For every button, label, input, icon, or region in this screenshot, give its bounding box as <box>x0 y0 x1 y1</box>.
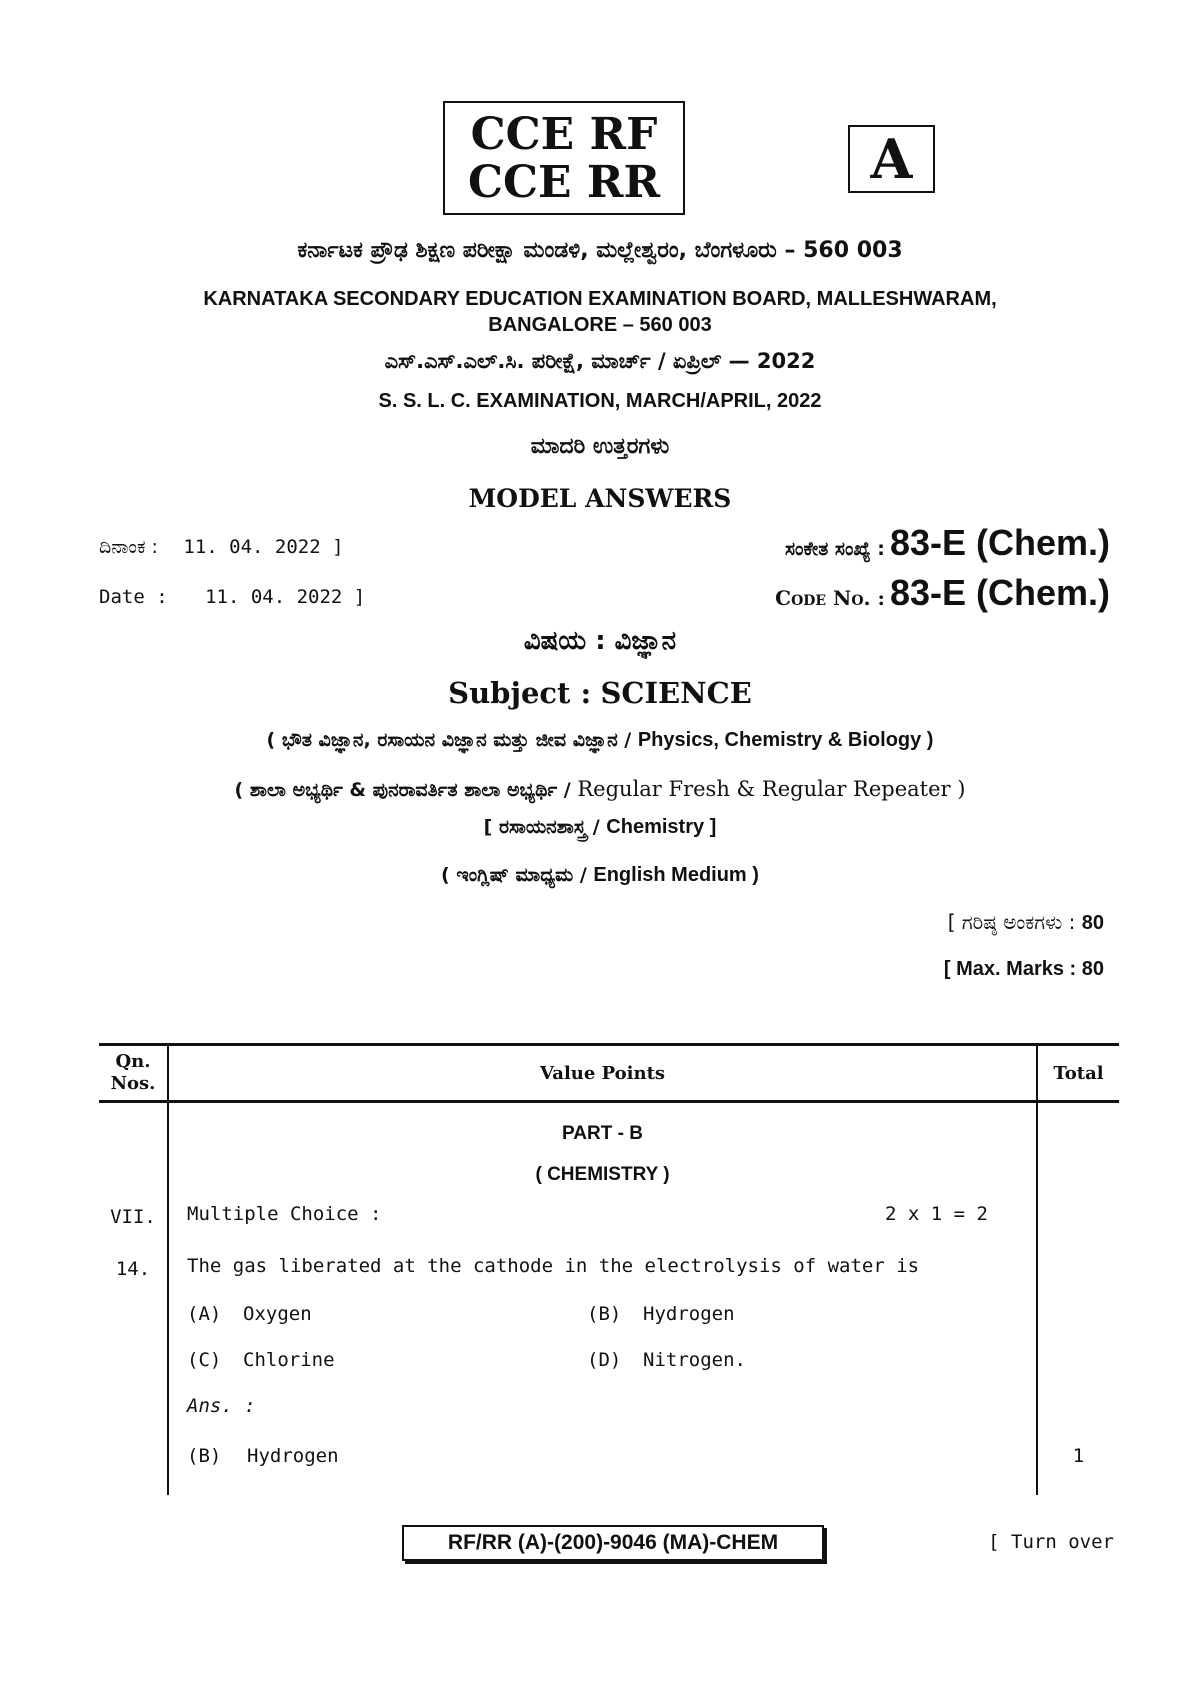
option-d-key: (D) <box>587 1349 622 1371</box>
section-heading: Multiple Choice : <box>187 1203 382 1225</box>
date-value-kannada: 11. 04. 2022 ] <box>183 536 344 558</box>
code-number-kannada <box>785 522 1110 564</box>
code-label-kannada: ಸಂಕೇತ ಸಂಖ್ಯೆ : <box>784 538 885 560</box>
date-value-english: 11. 04. 2022 ] <box>205 586 366 608</box>
subject-english <box>0 676 1200 710</box>
column-header-value-points: Value Points <box>168 1045 1037 1102</box>
column-header-qn <box>99 1045 168 1102</box>
subject-label: Subject : <box>448 676 592 710</box>
exam-code-line1: CCE RF <box>470 109 658 160</box>
option-a-text: Oxygen <box>243 1303 312 1325</box>
section-qn: VII. <box>110 1206 156 1228</box>
option-a-key: (A) <box>187 1303 222 1325</box>
max-marks-kannada <box>948 910 1104 935</box>
options-row-1 <box>169 1303 1036 1349</box>
answer-key: (B) <box>187 1445 222 1467</box>
value-points-column <box>168 1102 1037 1496</box>
model-answers-title: MODEL ANSWERS <box>468 484 732 513</box>
subject-value: SCIENCE <box>600 676 752 710</box>
option-c-key: (C) <box>187 1349 222 1371</box>
option-b-text: Hydrogen <box>643 1303 735 1325</box>
board-name-english <box>0 286 1200 338</box>
qn-column <box>99 1102 168 1496</box>
subject-kannada: ವಿಷಯ : ವಿಜ್ಞಾನ <box>523 626 677 656</box>
code-value-english: 83-E (Chem.) <box>889 572 1110 613</box>
table-header-row <box>99 1045 1119 1102</box>
max-marks-kannada-label: [ ಗರಿಷ್ಠ ಅಂಕಗಳು : <box>947 910 1076 934</box>
answer-text: Hydrogen <box>247 1445 339 1467</box>
section-title: ( CHEMISTRY ) <box>535 1164 670 1185</box>
exam-code-line2: CCE RR <box>467 157 661 208</box>
medium <box>0 864 1200 887</box>
answer-marks: 1 <box>1072 1445 1085 1467</box>
date-label-kannada: ದಿನಾಂಕ : <box>99 536 158 558</box>
table-body-row <box>99 1102 1119 1496</box>
ans-label: Ans. : <box>187 1395 256 1417</box>
candidate-type <box>0 777 1200 801</box>
subject-detail-kannada: ( ಭೌತ ವಿಜ್ಞಾನ, ರಸಾಯನ ವಿಜ್ಞಾನ ಮತ್ತು ಜೀವ ವಿಜ್ಞಾನ / <box>266 729 638 751</box>
section-heading-row <box>169 1203 1036 1255</box>
column-header-total: Total <box>1037 1045 1119 1102</box>
answer-row <box>169 1445 1036 1489</box>
exam-title-kannada: ಎಸ್.ಎಸ್.ಎಲ್.ಸಿ. ಪರೀಕ್ಷೆ, ಮಾರ್ಚ್ / ಏಪ್ರಿಲ್ — 2022 <box>384 349 816 373</box>
exam-code-box <box>443 101 685 215</box>
date-english <box>99 586 365 608</box>
question-number: 14. <box>115 1258 151 1280</box>
paper-name-kannada: [ ರಸಾಯನಶಾಸ್ತ್ರ / <box>483 816 607 838</box>
column-header-qn-line2: Nos. <box>110 1073 156 1094</box>
subject-detail-english: Physics, Chemistry & Biology ) <box>637 729 934 751</box>
option-c-text: Chlorine <box>243 1349 335 1371</box>
paper-name <box>0 816 1200 839</box>
board-name-kannada: ಕರ್ನಾಟಕ ಪ್ರೌಢ ಶಿಕ್ಷಣ ಪರೀಕ್ಷಾ ಮಂಡಳಿ, ಮಲ್ಲೇಶ್ವರಂ, ಬೆಂಗಳೂರು – 560 003 <box>297 238 903 263</box>
answers-table <box>99 1043 1119 1495</box>
total-column <box>1037 1102 1119 1496</box>
options-row-2 <box>169 1349 1036 1395</box>
candidate-type-kannada: ( ಶಾಲಾ ಅಭ್ಯರ್ಥಿ & ಪುನರಾವರ್ತಿತ ಶಾಲಾ ಅಭ್ಯರ್ಥಿ / <box>234 779 578 801</box>
medium-kannada: ( ಇಂಗ್ಲಿಷ್ ಮಾಧ್ಯಮ / <box>441 864 594 886</box>
board-name-english-line1: KARNATAKA SECONDARY EDUCATION EXAMINATION BOARD, MALLESHWARAM, <box>203 288 997 310</box>
code-label-english: Code No. : <box>775 586 885 610</box>
subject-detail <box>0 729 1200 752</box>
exam-title-english: S. S. L. C. EXAMINATION, MARCH/APRIL, 2022 <box>378 390 822 412</box>
model-answers-kannada: ಮಾದರಿ ಉತ್ತರಗಳು <box>530 434 670 459</box>
code-value-kannada: 83-E (Chem.) <box>889 522 1110 563</box>
question-text: The gas liberated at the cathode in the electrolysis of water is <box>187 1255 920 1277</box>
board-name-english-line2: BANGALORE – 560 003 <box>488 314 712 336</box>
code-number-english <box>775 572 1110 614</box>
medium-english: English Medium ) <box>593 864 759 886</box>
date-kannada <box>99 536 344 558</box>
section-marks: 2 x 1 = 2 <box>885 1203 988 1225</box>
max-marks-english: [ Max. Marks : 80 <box>943 958 1104 980</box>
paper-name-english: Chemistry ] <box>606 816 717 838</box>
ans-label-row <box>169 1395 1036 1445</box>
part-title: PART - B <box>562 1123 643 1144</box>
turn-over-note: [ Turn over <box>988 1531 1114 1553</box>
candidate-type-english: Regular Fresh & Regular Repeater ) <box>577 777 966 801</box>
column-header-qn-line1: Qn. <box>115 1051 151 1072</box>
footer-paper-code: RF/RR (A)-(200)-9046 (MA)-CHEM <box>402 1525 824 1561</box>
option-b-key: (B) <box>587 1303 622 1325</box>
date-label-english: Date : <box>99 586 168 608</box>
max-marks-kannada-value: 80 <box>1081 912 1104 934</box>
option-d-text: Nitrogen. <box>643 1349 746 1371</box>
question-row <box>169 1255 1036 1303</box>
version-box: A <box>848 125 935 193</box>
